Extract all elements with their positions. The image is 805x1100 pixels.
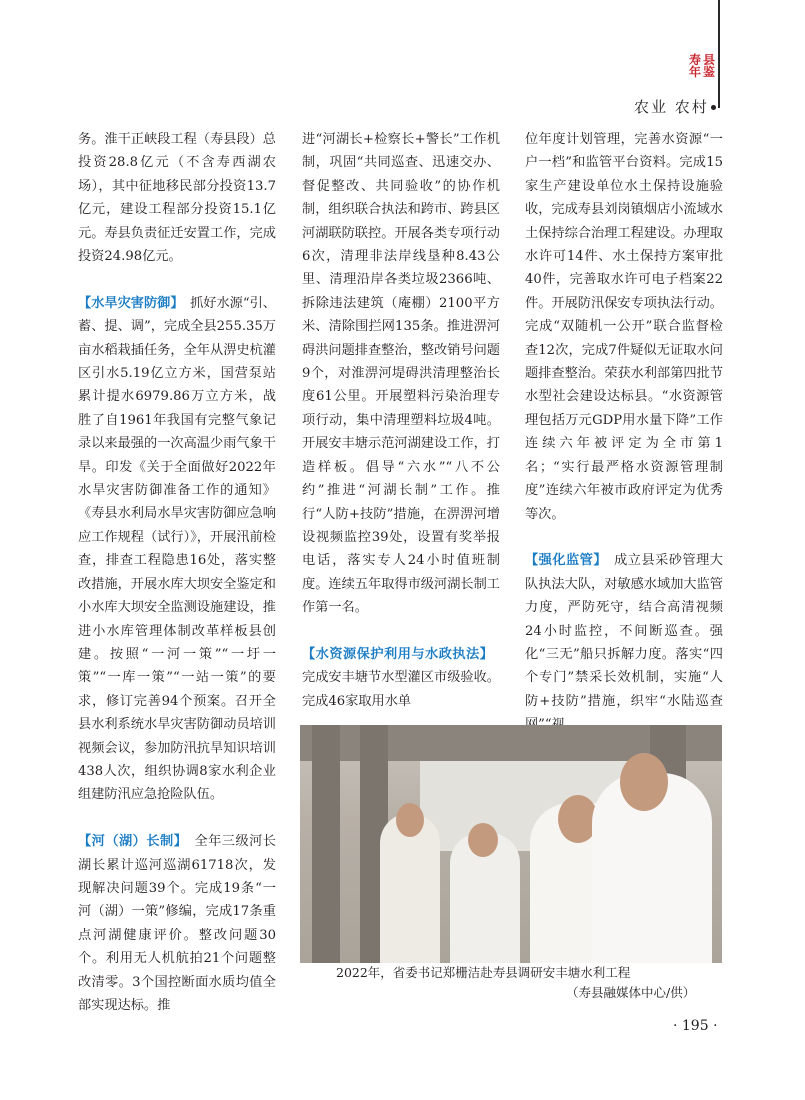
- column-1: [78, 128, 276, 1017]
- logo-char: 年: [688, 65, 701, 79]
- header-rule: [718, 0, 720, 108]
- paragraph: [302, 643, 500, 713]
- bullet-icon: [711, 105, 716, 110]
- news-photo: [300, 725, 722, 963]
- section-title: [634, 96, 716, 117]
- paragraph-text: 全年三级河长湖长累计巡河巡湖61718次，发现解决问题39个。完成19条“一河（湖）一策”修编，完成17条重点河湖健康评价。整改问题30个。利用无人机航拍21个问题整改清零。3个国控断面水质均值全部实现达标。推: [78, 834, 276, 1013]
- section-heading: 【水旱灾害防御】: [78, 295, 177, 311]
- page-number: · 195 ·: [673, 1018, 718, 1034]
- logo-char: 寿: [688, 53, 701, 67]
- paragraph: [78, 292, 276, 807]
- paragraph-text: 成立县采砂管理大队执法大队，对敏感水域加大监管力度，严防死守，结合高清视频24小时监控，不间断巡查。强化“三无”船只拆解力度。落实“四个专门”禁采长效机制，实施“人防+技防”措施，织牢“水陆巡查: [525, 553, 723, 709]
- paragraph-text: 抓好水源“引、蓄、提、调”，完成全县255.35万亩水稻栽插任务，全年从淠史杭灌区引水5.19亿立方米，国营泵站累计提水6979.86万立方米，战胜了自1961年我国有完整气象记录以来最强的一次高温少雨气象干旱。印发《关于全面做好2022年水旱灾害防御准备工作的通知》《寿县水利局水旱灾害防御应急响应工作规程（试行）》，开展汛前检查，排查工程隐患16处，落实整改措施，开展水库大坝安全鉴定和小水库大坝安全监测设施建设，推进小水库管理体制改革样板县创建。按照“一河一策”“一圩一策”“一库一策”“一站一策”的要求，修订完善94个预案。召开全县水利系统水旱灾害防御动员培训视频会议，参加防汛抗旱知识培训438人次，组织协调8家水利企业组建防汛应急抢险队伍。: [78, 295, 276, 803]
- paragraph-text: 完成安丰塘节水型灌区市级验收。完成46家取用水单: [302, 646, 500, 709]
- section-heading: 【河（湖）长制】: [78, 834, 181, 850]
- paragraph: [78, 830, 276, 1017]
- logo-char: 县: [702, 53, 715, 67]
- photo-credit: （寿县融媒体中心/供）: [566, 985, 696, 1000]
- section-heading: 【强化监管】: [525, 553, 601, 569]
- section-label: 农业 农村: [634, 98, 709, 116]
- column-2: [302, 128, 500, 713]
- paragraph: [525, 549, 723, 736]
- paragraph: 务。淮干正峡段工程（寿县段）总投资28.8亿元（不含寿西湖农场），其中征地移民部分投资13.7亿元，建设工程部分投资15.1亿元。寿县负责征迁安置工作，完成投资24.98亿元。: [78, 132, 276, 265]
- column-3: [525, 128, 723, 737]
- yearbook-logo: [686, 52, 718, 80]
- paragraph: 位年度计划管理，完善水资源“一户一档”和监管平台资料。完成15家生产建设单位水土保持设施验收，完成寿县刘岗镇烟店小流域水土保持综合治理工程建设。办理取水许可14件、水土保持方案审批40件，完善取水许可电子档案22件。开展防汛保安专项执法行动。完成“双随机一公开”联合监督检查12次，完成7件疑似无证取水问题排查整治。荣获水利部第四批节水型社会建设达标县。“水资源管理包括万元GDP用水量下降”工作连续六年被评定为全市第1名；“实行最严格水资源管理制度”连续六年被市政府评定为优秀等次。: [525, 132, 723, 522]
- logo-char: 鉴: [702, 65, 715, 79]
- photo-caption: 2022年，省委书记郑栅洁赴寿县调研安丰塘水利工程: [336, 965, 631, 980]
- paragraph: 进“河湖长+检察长+警长”工作机制，巩固“共同巡查、迅速交办、督促整改、共同验收”的协作机制，组织联合执法和跨市、跨县区河湖联防联控。开展各类专项行动6次，清理非法岸线垦种8.43公里、清理沿岸各类垃圾2366吨、拆除违法建筑（庵棚）2100平方米、清除围拦网135条。推进淠河碍洪问题排查整治，整改销号问题9个，对淮淠河堤碍洪清理整治长度61公里。开展塑料污染治理专项行动，集中清理塑料垃圾4吨。开展安丰塘示范河湖建设工作，打造样板。倡导“六水”“八不公约”推进“河湖长制”工作。推行“人防+技防”措施，在淠淠河增设视频监控39处，设置有奖举报电话，落实专人24小时值班制度。连续五年取得市级河湖长制工作第一名。: [302, 132, 500, 616]
- section-heading: 【水资源保护利用与水政执法】: [302, 646, 487, 662]
